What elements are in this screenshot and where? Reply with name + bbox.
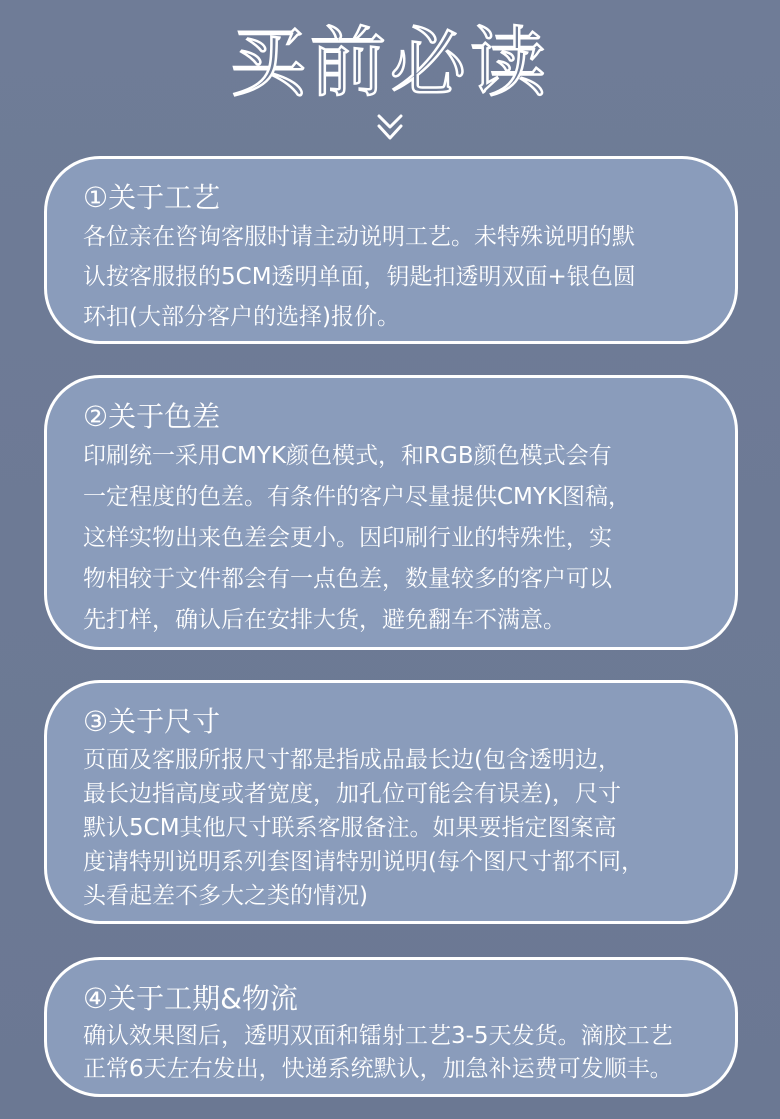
body-line: 物相较于文件都会有一点色差，数量较多的客户可以 bbox=[83, 566, 612, 592]
body-line: 这样实物出来色差会更小。因印刷行业的特殊性，实 bbox=[83, 525, 612, 551]
body-line: 环扣(大部分客户的选择)报价。 bbox=[83, 304, 400, 330]
body-line: 度请特别说明系列套图请特别说明(每个图尺寸都不同， bbox=[83, 849, 644, 875]
section-heading: ②关于色差 bbox=[83, 400, 221, 433]
body-line: 头看起差不多大之类的情况) bbox=[83, 883, 368, 909]
section-heading: ①关于工艺 bbox=[83, 181, 221, 214]
body-line: 默认5CM其他尺寸联系客服备注。如果要指定图案高 bbox=[83, 815, 617, 841]
section-heading: ④关于工期&物流 bbox=[83, 982, 298, 1015]
body-line: 印刷统一采用CMYK颜色模式，和RGB颜色模式会有 bbox=[83, 443, 612, 469]
section-card-color bbox=[44, 375, 738, 650]
body-line: 先打样，确认后在安排大货，避免翻车不满意。 bbox=[83, 607, 566, 633]
body-line: 各位亲在咨询客服时请主动说明工艺。未特殊说明的默 bbox=[83, 224, 635, 250]
section-heading: ③关于尺寸 bbox=[83, 705, 221, 738]
section-body bbox=[83, 743, 705, 913]
body-line: 认按客服报的5CM透明单面，钥匙扣透明双面+银色圆 bbox=[83, 264, 636, 290]
section-card-shipping bbox=[44, 957, 738, 1097]
section-card-size bbox=[44, 680, 738, 924]
body-line: 最长边指高度或者宽度，加孔位可能会有误差)，尺寸 bbox=[83, 781, 621, 807]
body-line: 页面及客服所报尺寸都是指成品最长边(包含透明边， bbox=[83, 747, 621, 773]
section-body bbox=[83, 217, 705, 337]
double-chevron-down-icon bbox=[377, 112, 403, 142]
section-body bbox=[83, 1020, 705, 1086]
section-body bbox=[83, 436, 705, 641]
body-line: 确认效果图后，透明双面和镭射工艺3-5天发货。滴胶工艺 bbox=[83, 1023, 673, 1049]
section-card-craft bbox=[44, 156, 738, 344]
page-title: 买前必读 bbox=[230, 18, 550, 107]
body-line: 正常6天左右发出，快递系统默认，加急补运费可发顺丰。 bbox=[83, 1056, 673, 1082]
body-line: 一定程度的色差。有条件的客户尽量提供CMYK图稿， bbox=[83, 484, 632, 510]
